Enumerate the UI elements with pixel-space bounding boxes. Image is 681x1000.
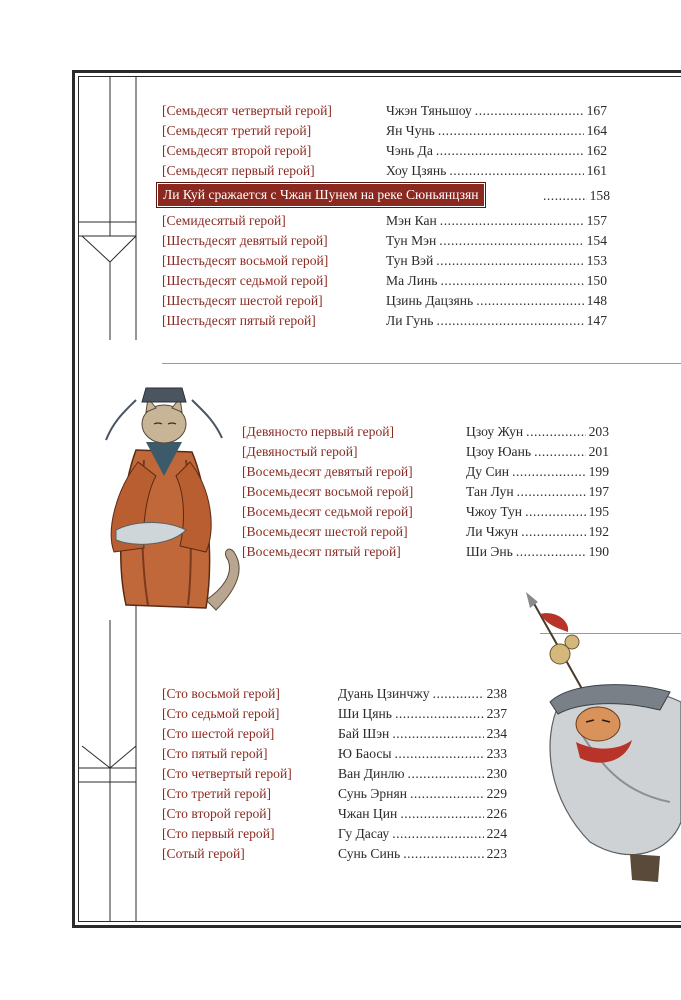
hero-name: Ли Гунь — [386, 313, 434, 328]
dot-leader — [517, 482, 586, 502]
hero-number: [Сто пятый герой] — [162, 746, 268, 761]
page-number: 199 — [588, 464, 609, 479]
hero-name: Чжан Цин — [338, 806, 398, 821]
page-number: 233 — [486, 746, 507, 761]
hero-name: Гу Дасау — [338, 826, 390, 841]
hero-name-line — [386, 271, 607, 291]
page-number: 162 — [586, 143, 607, 158]
hero-name-line — [466, 522, 609, 542]
toc-row[interactable] — [162, 291, 607, 311]
hero-number: [Шестьдесят седьмой герой] — [162, 273, 328, 288]
hero-name: Сунь Синь — [338, 846, 401, 861]
hero-number: [Семьдесят первый герой] — [162, 163, 315, 178]
hero-number: [Восемьдесят седьмой герой] — [242, 504, 413, 519]
hero-name: Тун Мэн — [386, 233, 437, 248]
hero-name: Цзинь Дацзянь — [386, 293, 474, 308]
hero-name-line — [386, 311, 607, 331]
dot-leader — [436, 141, 584, 161]
hero-name-line — [338, 784, 507, 804]
page-number: 197 — [588, 484, 609, 499]
dot-leader — [441, 271, 584, 291]
hero-name: Ли Чжун — [466, 524, 519, 539]
dot-leader — [436, 251, 583, 271]
hero-name-line — [338, 804, 507, 824]
page-number: 192 — [588, 524, 609, 539]
hero-number: [Шестьдесят пятый герой] — [162, 313, 316, 328]
page-number: 154 — [586, 233, 607, 248]
hero-number: [Сто первый герой] — [162, 826, 275, 841]
page-number: 148 — [586, 293, 607, 308]
dot-leader — [521, 522, 585, 542]
hero-name: Ван Динлю — [338, 766, 405, 781]
toc-row[interactable] — [162, 784, 507, 804]
hero-name: Сунь Эрнян — [338, 786, 407, 801]
chapter-highlight-page-line — [540, 186, 610, 206]
hero-number: [Шестьдесят восьмой герой] — [162, 253, 329, 268]
hero-number: [Восемьдесят восьмой герой] — [242, 484, 414, 499]
hero-name-line — [338, 764, 507, 784]
hero-name: Ши Цянь — [338, 706, 392, 721]
dot-leader — [403, 844, 483, 864]
page-number: 223 — [486, 846, 507, 861]
toc-row[interactable] — [162, 231, 607, 251]
dot-leader — [410, 784, 484, 804]
hero-name: Хоу Цзянь — [386, 163, 447, 178]
hero-name: Ян Чунь — [386, 123, 435, 138]
hero-name: Ю Баосы — [338, 746, 392, 761]
page-number: 234 — [486, 726, 507, 741]
dot-leader — [440, 211, 584, 231]
hero-number: [Шестьдесят девятый герой] — [162, 233, 328, 248]
toc-row[interactable] — [162, 251, 607, 271]
page-number: 201 — [588, 444, 609, 459]
hero-number: [Семидесятый герой] — [162, 213, 286, 228]
page-number: 147 — [586, 313, 607, 328]
page-number: 164 — [586, 123, 607, 138]
dot-leader — [392, 724, 483, 744]
hero-number: [Сотый герой] — [162, 846, 245, 861]
page-number: 230 — [486, 766, 507, 781]
hero-number: [Сто третий герой] — [162, 786, 272, 801]
hero-name-line — [466, 502, 609, 522]
toc-row[interactable] — [162, 844, 507, 864]
page-number: 167 — [586, 103, 607, 118]
hero-number: [Восемьдесят девятый герой] — [242, 464, 413, 479]
chapter-highlight[interactable]: Ли Куй сражается с Чжан Шунем на реке Сюньянцзян — [158, 184, 484, 206]
hero-name-line — [386, 101, 607, 121]
toc-row[interactable] — [162, 121, 607, 141]
toc-row[interactable] — [242, 422, 609, 442]
dot-leader — [516, 542, 586, 562]
page-number: 157 — [586, 213, 607, 228]
toc-row[interactable] — [162, 211, 607, 231]
dot-leader — [395, 704, 484, 724]
page-number: 237 — [486, 706, 507, 721]
hero-name-line — [466, 542, 609, 562]
hero-name: Цзоу Юань — [466, 444, 532, 459]
dot-leader — [439, 231, 583, 251]
dot-leader — [433, 684, 484, 704]
toc-row[interactable] — [242, 442, 609, 462]
hero-name-line — [386, 291, 607, 311]
toc-row[interactable] — [242, 482, 609, 502]
hero-name-line — [386, 251, 607, 271]
hero-name-line — [338, 844, 507, 864]
hero-name-line — [338, 724, 507, 744]
section-divider — [162, 363, 681, 364]
dot-leader — [526, 422, 585, 442]
toc-row[interactable] — [162, 141, 607, 161]
dot-leader — [525, 502, 586, 522]
hero-name: Ду Син — [466, 464, 510, 479]
hero-name: Цзоу Жун — [466, 424, 524, 439]
hero-number: [Девяностый герой] — [242, 444, 358, 459]
hero-name-line — [338, 704, 507, 724]
toc-row[interactable] — [162, 764, 507, 784]
hero-number: [Сто четвертый герой] — [162, 766, 292, 781]
hero-name-line — [466, 462, 609, 482]
toc-row[interactable] — [162, 684, 507, 704]
dot-leader — [437, 311, 584, 331]
dot-leader — [408, 764, 484, 784]
toc-row[interactable] — [242, 542, 609, 562]
hero-name: Бай Шэн — [338, 726, 390, 741]
page-number: 203 — [588, 424, 609, 439]
hero-name-line — [338, 684, 507, 704]
hero-name: Чэнь Да — [386, 143, 433, 158]
page-number: 229 — [486, 786, 507, 801]
hero-number: [Семьдесят четвертый герой] — [162, 103, 332, 118]
hero-name: Ма Линь — [386, 273, 438, 288]
hero-name-line — [386, 211, 607, 231]
dot-leader — [476, 291, 583, 311]
hero-number: [Сто второй герой] — [162, 806, 272, 821]
page-number: 238 — [486, 686, 507, 701]
hero-number: [Семьдесят третий герой] — [162, 123, 312, 138]
dot-leader — [400, 804, 483, 824]
hero-number: [Сто восьмой герой] — [162, 686, 280, 701]
hero-number: [Семьдесят второй герой] — [162, 143, 312, 158]
cat-scholar-illustration — [96, 380, 246, 620]
hero-name-line — [386, 161, 607, 181]
page-number: 226 — [486, 806, 507, 821]
toc-row[interactable] — [162, 724, 507, 744]
page-number: 195 — [588, 504, 609, 519]
cat-warrior-illustration — [520, 592, 681, 892]
toc-row[interactable] — [162, 704, 507, 724]
hero-number: [Сто седьмой герой] — [162, 706, 280, 721]
toc-row[interactable] — [162, 271, 607, 291]
hero-name-line — [466, 442, 609, 462]
page-number: 161 — [586, 163, 607, 178]
toc-row[interactable] — [242, 462, 609, 482]
hero-name-line — [338, 824, 507, 844]
toc-row[interactable] — [242, 502, 609, 522]
toc-row[interactable] — [162, 824, 507, 844]
page-number: 150 — [586, 273, 607, 288]
toc-row[interactable] — [162, 161, 607, 181]
toc-row[interactable] — [162, 101, 607, 121]
hero-name: Чжэн Тяньшоу — [386, 103, 472, 118]
toc-row[interactable] — [162, 804, 507, 824]
hero-name: Тан Лун — [466, 484, 514, 499]
hero-name-line — [466, 482, 609, 502]
hero-number: [Сто шестой герой] — [162, 726, 275, 741]
toc-row[interactable] — [242, 522, 609, 542]
dot-leader — [475, 101, 584, 121]
hero-name-line — [466, 422, 609, 442]
dot-leader — [392, 824, 483, 844]
hero-name: Чжоу Тун — [466, 504, 523, 519]
hero-name: Мэн Кан — [386, 213, 437, 228]
page-number: 190 — [588, 544, 609, 559]
hero-name: Ши Энь — [466, 544, 513, 559]
hero-number: [Восемьдесят шестой герой] — [242, 524, 408, 539]
toc-row[interactable] — [162, 311, 607, 331]
toc-row[interactable] — [162, 744, 507, 764]
page-number: 153 — [586, 253, 607, 268]
hero-name: Тун Вэй — [386, 253, 434, 268]
dot-leader — [543, 186, 587, 206]
hero-number: [Шестьдесят шестой герой] — [162, 293, 323, 308]
hero-name-line — [386, 141, 607, 161]
dot-leader — [534, 442, 586, 462]
dot-leader — [438, 121, 584, 141]
hero-number: [Девяносто первый герой] — [242, 424, 395, 439]
page-number: 224 — [486, 826, 507, 841]
dot-leader — [512, 462, 586, 482]
hero-name-line — [386, 231, 607, 251]
dot-leader — [449, 161, 583, 181]
dot-leader — [395, 744, 484, 764]
hero-number: [Восемьдесят пятый герой] — [242, 544, 401, 559]
page-number: 158 — [589, 188, 610, 203]
hero-name-line — [386, 121, 607, 141]
hero-name-line — [338, 744, 507, 764]
hero-name: Дуань Цзинчжу — [338, 686, 430, 701]
